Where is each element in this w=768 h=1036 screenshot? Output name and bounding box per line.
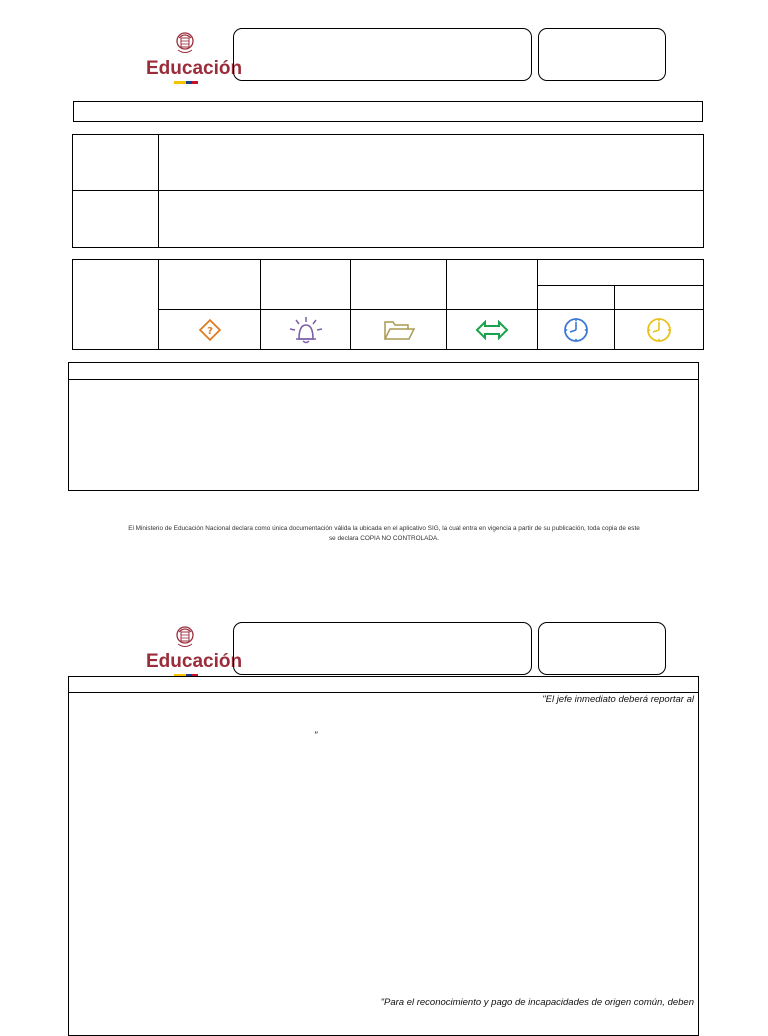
legend-cell-clock-yellow bbox=[615, 310, 703, 349]
quote-close-mark: " bbox=[314, 730, 318, 741]
double-arrow-icon bbox=[474, 319, 510, 341]
row-divider bbox=[537, 285, 703, 286]
svg-text:?: ? bbox=[206, 325, 213, 337]
flag-stripe bbox=[174, 81, 198, 84]
ministry-logo-page2 bbox=[146, 624, 243, 679]
coat-of-arms-icon bbox=[172, 30, 198, 56]
content-section-box-page2 bbox=[68, 676, 699, 1036]
content-section-header bbox=[69, 692, 698, 693]
footer-line-1: El Ministerio de Educación Nacional declara como única documentación válida la ubicada en el aplicativo SIG, la cual entra en vigencia a partir de su publicación, toda copia de este bbox=[128, 525, 640, 532]
page-footer-disclaimer bbox=[60, 524, 708, 544]
document-title-box-page2 bbox=[233, 622, 532, 675]
objective-scope-table bbox=[72, 134, 704, 248]
open-folder-icon bbox=[382, 318, 416, 342]
objective-row bbox=[73, 190, 703, 191]
clock-icon bbox=[645, 316, 673, 344]
content-section-header bbox=[69, 379, 698, 380]
logo-wordmark: Educación bbox=[146, 651, 243, 672]
quote-bottom-text: "Para el reconocimiento y pago de incapacidades de origen común, deben bbox=[380, 997, 694, 1008]
alarm-bell-icon bbox=[287, 315, 325, 345]
clock-icon bbox=[562, 316, 590, 344]
objective-divider bbox=[158, 135, 159, 247]
footer-line-2: se declara COPIA NO CONTROLADA. bbox=[328, 535, 440, 542]
legend-cell-folder bbox=[351, 310, 446, 349]
ministry-logo bbox=[146, 30, 243, 85]
coat-of-arms-icon bbox=[172, 624, 198, 650]
diamond-question-icon bbox=[197, 317, 223, 343]
legend-cell-clock-blue bbox=[538, 310, 614, 349]
icon-legend-table bbox=[72, 259, 704, 350]
document-code-box bbox=[538, 28, 666, 81]
logo-wordmark: Educación bbox=[146, 58, 243, 79]
legend-cell-alarm bbox=[261, 310, 350, 349]
legend-cell-arrows bbox=[447, 310, 537, 349]
legend-cell-question bbox=[159, 310, 260, 349]
quote-top-text: "El jefe inmediato deberá reportar al bbox=[542, 694, 694, 705]
section-title-bar bbox=[73, 101, 703, 122]
document-code-box-page2 bbox=[538, 622, 666, 675]
document-title-box bbox=[233, 28, 532, 81]
content-section-box bbox=[68, 362, 699, 491]
